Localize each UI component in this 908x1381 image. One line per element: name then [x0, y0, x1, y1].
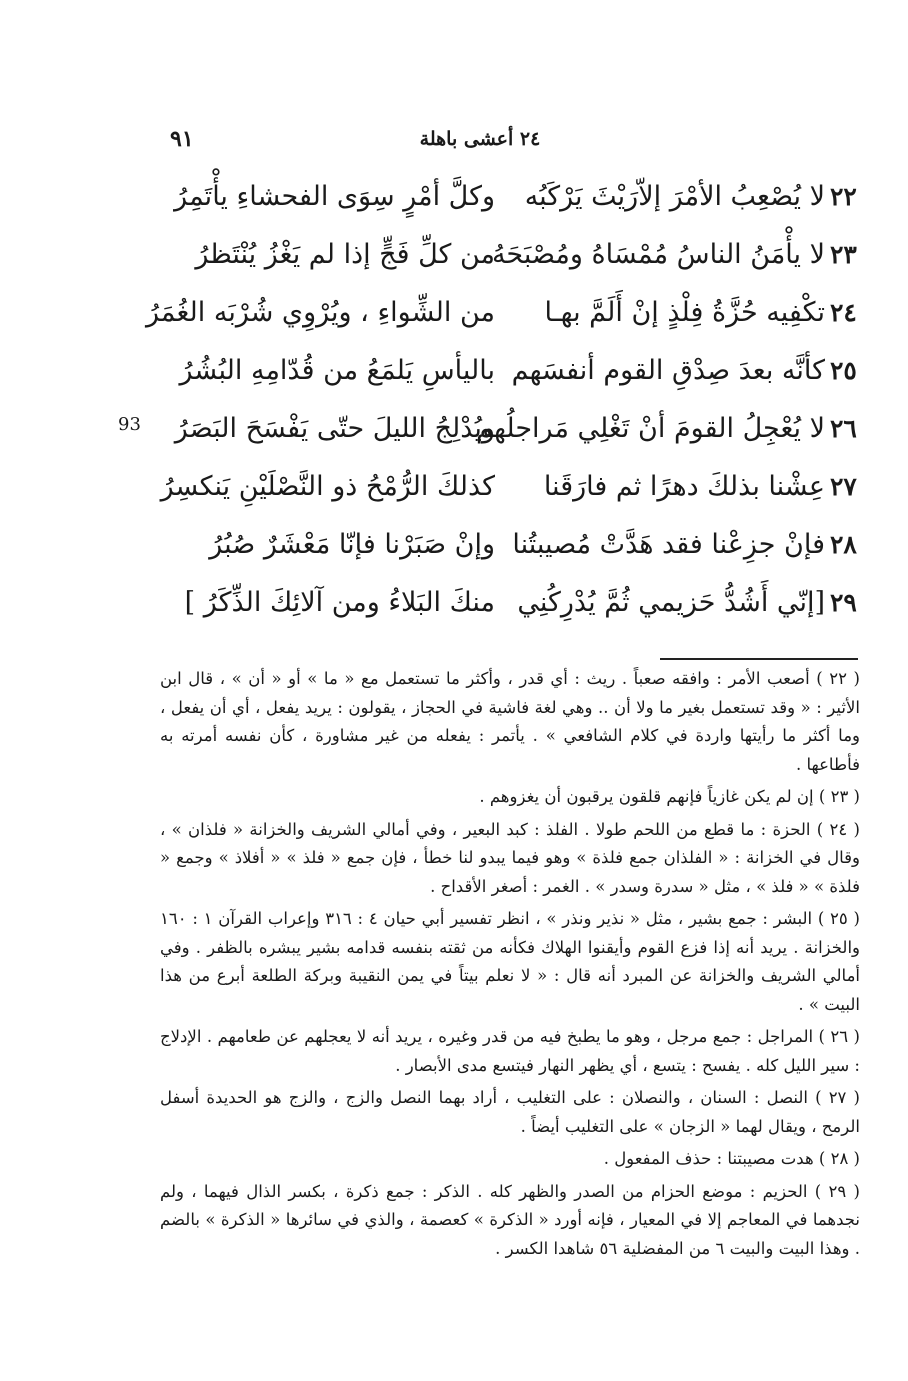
- footnote-24: ( ٢٤ ) الحزة : ما قطع من اللحم طولا . الفلذ : كبد البعير ، وفي أمالي الشريف والخزانة « فلذان » ، وقال في الخزانة : « الفلذان جمع فلذة » وهو فيما يبدو لنا خطأ ، فإن جمع « فلذ » « أفلاذ » وجمع « فلذة » « فلذ » ، مثل « سدرة وسدر » . الغمر : أصغر الأقداح .: [160, 819, 860, 896]
- verse-second-hemistich: باليأسِ يَلمَعُ من قُدّامِهِ البُشُرُ: [179, 355, 495, 386]
- verse-26: [0, 400, 908, 458]
- verse-second-hemistich: من كلِّ فَجٍّ إذا لم يَغْزُ يُنْتَظرُ: [195, 239, 495, 270]
- footnote-22: ( ٢٢ ) أصعب الأمر : وافقه صعباً . ريث : أي قدر ، وأكثر ما تستعمل مع « ما » أو « أن » ، قال ابن الأثير : « وقد تستعمل بغير ما ولا أن .. وهي لغة فاشية في الحجاز ، يقولون : يريد يفعل ، أي أن يفعل ، وما أكثر ما رأيتها واردة في كلام الشافعي » . يأتمر : يفعله من غير مشاورة ، كأن نفسه أمرته به فأطاعها .: [160, 669, 860, 774]
- verse-23: [0, 226, 908, 284]
- footnote-25: ( ٢٥ ) البشر : جمع بشير ، مثل « نذير ونذر » ، انظر تفسير أبي حيان ٤ : ٣١٦ وإعراب القرآن ١ : ١٦٠ والخزانة . يريد أنه إذا فزع القوم وأيقنوا الهلاك فكأنه من ثقته بنفسه قدامه بشير يبشره بالظفر . وفي أمالي الشريف والخزانة عن المبرد أنه قال : « لا نعلم بيتاً في يمن النقيبة وبركة الطلعة أبرع من هذا البيت » .: [160, 909, 860, 1014]
- verse-22: [0, 168, 908, 226]
- verse-24: [0, 284, 908, 342]
- footnotes: [160, 665, 860, 1267]
- verse-second-hemistich: وكلَّ أمْرٍ سِوَى الفحشاءِ يأْتَمِرُ: [174, 181, 495, 212]
- verse-second-hemistich: ويُدْلِجُ الليلَ حتّى يَفْسَحَ البَصَرُ: [174, 413, 495, 444]
- page-number-print: 93: [118, 414, 141, 435]
- footnote-26: ( ٢٦ ) المراجل : جمع مرجل ، وهو ما يطبخ فيه من قدر وغيره ، يريد أنه لا يعجلهم عن طعامهم . الإدلاج : سير الليل كله . يفسح : يتسع ، أي يظهر النهار فيتسع مدى الأبصار .: [160, 1027, 860, 1075]
- verse-number: ٢٢: [830, 182, 857, 211]
- verse-number: ٢٥: [830, 356, 857, 385]
- footnote-28: ( ٢٨ ) هدت مصيبتنا : حذف المفعول .: [603, 1149, 860, 1168]
- verse-28: [0, 516, 908, 574]
- page-number-arabic: ٩١: [170, 126, 194, 152]
- verse-number: ٢٨: [830, 530, 857, 559]
- verse-first-hemistich: لا يُعْجِلُ القومَ أنْ تَغْلِي مَراجلُهم: [476, 413, 825, 444]
- verse-first-hemistich: كأنَّه بعدَ صِدْقِ القوم أنفسَهم: [511, 355, 825, 386]
- verse-29: [0, 574, 908, 632]
- footnote-23: ( ٢٣ ) إن لم يكن غازياً فإنهم قلقون يرقبون أن يغزوهم .: [479, 787, 860, 806]
- verse-number: ٢٣: [830, 240, 857, 269]
- footnote-27: ( ٢٧ ) النصل : السنان ، والنصلان : على التغليب ، أراد بهما النصل والزج ، والزج هو الحديدة أسفل الرمح ، ويقال لهما « الزجان » على التغليب أيضاً .: [160, 1088, 860, 1136]
- verse-second-hemistich: كذلكَ الرُّمْحُ ذو النَّصْلَيْنِ يَنكسِرُ: [160, 471, 495, 502]
- verse-number: ٢٩: [830, 588, 857, 617]
- footnote-29: ( ٢٩ ) الحزيم : موضع الحزام من الصدر والظهر كله . الذكر : جمع ذكرة ، بكسر الذال فيهما ، ولم نجدهما في المعاجم إلا في المعيار ، فإنه أورد « الذكرة » كعصمة ، والذي في سائرها « الذكرة » بالضم . وهذا البيت والبيت ٦ من المفضلية ٥٦ شاهدا الكسر .: [160, 1181, 860, 1258]
- verse-first-hemistich: لا يُصْعِبُ الأمْرَ إلاّرَيْثَ يَرْكَبُه: [524, 181, 825, 212]
- verse-25: [0, 342, 908, 400]
- verse-27: [0, 458, 908, 516]
- verse-first-hemistich: عِشْنا بذلكَ دهرًا ثم فارَقَنا: [543, 471, 825, 502]
- verse-second-hemistich: منكَ البَلاءُ ومن آلائِكَ الذِّكَرُ ]: [184, 587, 495, 618]
- verse-first-hemistich: لا يأْمَنُ الناسُ مُمْسَاهُ ومُصْبَحَهُ: [491, 239, 825, 270]
- verse-first-hemistich: تكْفِيه حُزَّةُ فِلْذٍ إنْ أَلَمَّ بهـا: [544, 297, 825, 328]
- verse-second-hemistich: من الشِّواءِ ، ويُرْوِي شُرْبَه الغُمَرُ: [146, 297, 495, 328]
- page-title: ٢٤ أعشى باهلة: [419, 128, 541, 150]
- verse-number: ٢٧: [830, 472, 857, 501]
- verse-second-hemistich: وإنْ صَبَرْنا فإنّا مَعْشَرٌ صُبُرُ: [209, 529, 495, 560]
- verse-number: ٢٤: [830, 298, 857, 327]
- verse-number: ٢٦: [830, 414, 857, 443]
- footnote-divider: [660, 658, 858, 660]
- verse-first-hemistich: فإنْ جزِعْنا فقد هَدَّتْ مُصيبتُنا: [512, 529, 825, 560]
- verse-first-hemistich: [إنّي أَشُدُّ حَزيمي ثُمَّ يُدْرِكُنِي: [517, 587, 825, 618]
